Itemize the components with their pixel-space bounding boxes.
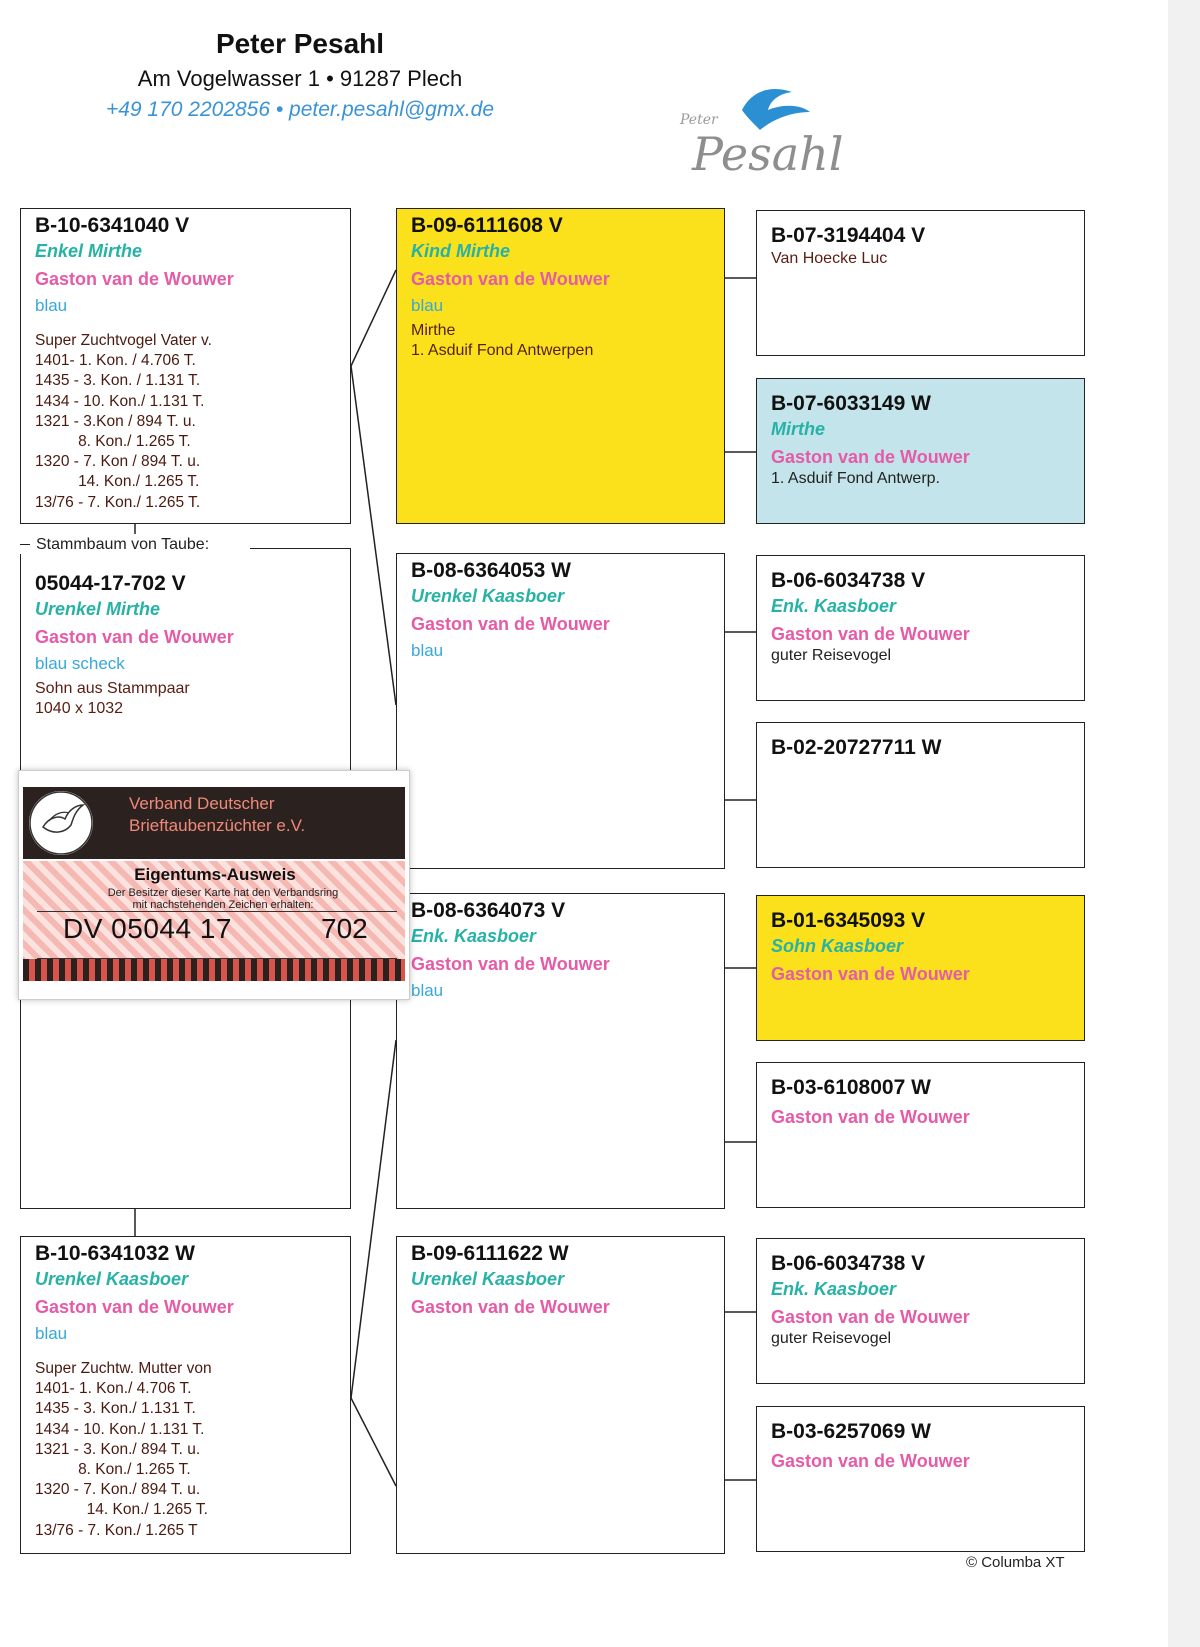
pigeon-name: Mirthe — [771, 419, 825, 439]
pedigree-box-gen3-g[interactable] — [756, 1238, 1085, 1384]
pedigree-box-gen3-c[interactable] — [756, 555, 1085, 701]
ring-number: B-06-6034738 V — [771, 569, 926, 592]
remark-line: Sohn aus Stammpaar — [35, 680, 190, 697]
note-line: 1434 - 10. Kon./ 1.131 T. — [35, 392, 205, 410]
ring-number: B-02-20727711 W — [771, 736, 942, 759]
note-line: 1401- 1. Kon. / 4.706 T. — [35, 352, 196, 370]
card-organization — [129, 793, 305, 837]
performance-notes — [35, 331, 336, 513]
pedigree-box-gen2-c[interactable] — [396, 893, 725, 1209]
pedigree-box-gen2-d[interactable] — [396, 1236, 725, 1554]
card-note — [73, 887, 373, 911]
pedigree-box-gen2-b[interactable] — [396, 553, 725, 869]
pigeon-name: Enk. Kaasboer — [771, 596, 897, 616]
pigeon-name: Sohn Kaasboer — [771, 936, 904, 956]
card-note-line2: mit nachstehenden Zeichen erhalten: — [132, 899, 314, 911]
breeder-name: Gaston van de Wouwer — [35, 627, 234, 647]
copyright: © Columba XT — [966, 1554, 1065, 1571]
card-title: Eigentums-Ausweis — [134, 865, 296, 884]
ring-number: B-08-6364053 W — [411, 559, 571, 582]
card-org-line2: Brieftaubenzüchter e.V. — [129, 816, 306, 835]
card-note-line1: Der Besitzer dieser Karte hat den Verbandsring — [107, 887, 339, 899]
note-line: 8. Kon./ 1.265 T. — [35, 1461, 191, 1479]
remark-line: guter Reisevogel — [771, 647, 892, 664]
ring-number: B-09-6111622 W — [411, 1242, 569, 1265]
ring-number: B-09-6111608 V — [411, 214, 563, 237]
ring-number: B-10-6341040 V — [35, 214, 190, 237]
performance-notes — [35, 1359, 336, 1541]
stammbaum-label-text: Stammbaum von Taube: — [36, 536, 210, 553]
note-line: Super Zuchtw. Mutter von — [35, 1360, 212, 1377]
note-line: 13/76 - 7. Kon./ 1.265 T. — [35, 493, 201, 511]
pigeon-name: Enk. Kaasboer — [771, 1279, 897, 1299]
pigeon-color: blau — [411, 981, 444, 1000]
breeder-name: Gaston van de Wouwer — [771, 1451, 970, 1471]
remark-line: 1040 x 1032 — [35, 700, 124, 717]
breeder-name: Gaston van de Wouwer — [771, 624, 970, 644]
note-line: 1320 - 7. Kon./ 894 T. u. — [35, 1481, 201, 1499]
ring-number: B-01-6345093 V — [771, 909, 926, 932]
stammbaum-label — [20, 536, 250, 554]
pigeon-color: blau — [411, 641, 444, 660]
logo-script-large: Pesahl — [692, 127, 844, 180]
card-header — [23, 787, 405, 859]
breeder-name: Gaston van de Wouwer — [411, 1297, 610, 1317]
pedigree-box-gen3-f[interactable] — [756, 1062, 1085, 1208]
breeder-name: Gaston van de Wouwer — [771, 1307, 970, 1327]
note-line: 1435 - 3. Kon./ 1.131 T. — [35, 1400, 196, 1418]
pigeon-color: blau — [35, 1324, 68, 1343]
pigeon-name: Enkel Mirthe — [35, 241, 143, 261]
note-line: 1434 - 10. Kon./ 1.131 T. — [35, 1420, 205, 1438]
pigeon-color: blau — [411, 296, 444, 315]
pigeon-name: Enk. Kaasboer — [411, 926, 537, 946]
remark-line: Mirthe — [411, 322, 456, 339]
breeder-name: Gaston van de Wouwer — [771, 447, 970, 467]
breeder-name: Gaston van de Wouwer — [35, 1297, 234, 1317]
pedigree-box-grandmother[interactable] — [20, 1236, 351, 1554]
note-line: 1321 - 3.Kon / 894 T. u. — [35, 412, 196, 430]
pedigree-box-gen3-a[interactable] — [756, 210, 1085, 356]
pedigree-box-gen3-b[interactable] — [756, 378, 1085, 524]
owner-name: Peter Pesahl — [215, 28, 385, 59]
breeder-name: Gaston van de Wouwer — [411, 954, 610, 974]
card-ring-prefix: DV 05044 17 — [63, 913, 232, 944]
pigeon-name: Kind Mirthe — [411, 241, 510, 261]
pigeon-color: blau scheck — [35, 654, 125, 673]
ring-number: B-03-6108007 W — [771, 1076, 931, 1099]
note-line: 8. Kon./ 1.265 T. — [35, 433, 191, 451]
ring-number: B-07-6033149 W — [771, 392, 931, 415]
remark-line: 1. Asduif Fond Antwerp. — [771, 470, 940, 487]
pedigree-box-grandfather[interactable] — [20, 208, 351, 524]
pigeon-name: Urenkel Mirthe — [35, 599, 161, 619]
note-line: 14. Kon./ 1.265 T. — [35, 473, 200, 491]
ring-number: B-07-3194404 V — [771, 224, 926, 247]
owner-contact[interactable]: +49 170 2202856 • peter.pesahl@gmx.de — [105, 98, 495, 121]
ring-number: B-06-6034738 V — [771, 1252, 926, 1275]
owner-address: Am Vogelwasser 1 • 91287 Plech — [137, 66, 463, 91]
pedigree-box-gen3-e[interactable] — [756, 895, 1085, 1041]
remark-line: guter Reisevogel — [771, 1330, 892, 1347]
note-line: 1320 - 7. Kon / 894 T. u. — [35, 453, 201, 471]
ownership-card — [18, 770, 410, 1000]
ring-number: B-10-6341032 W — [35, 1242, 195, 1265]
breeder-name: Gaston van de Wouwer — [411, 614, 610, 634]
breeder-name: Gaston van de Wouwer — [771, 964, 970, 984]
pigeon-name: Urenkel Kaasboer — [411, 586, 565, 606]
breeder-name: Gaston van de Wouwer — [411, 269, 610, 289]
ring-number: B-03-6257069 W — [771, 1420, 931, 1443]
note-line: 1321 - 3. Kon./ 894 T. u. — [35, 1440, 201, 1458]
remark-line: 1. Asduif Fond Antwerpen — [411, 342, 594, 359]
card-ring-number: 702 — [321, 913, 368, 944]
note-line: 14. Kon./ 1.265 T. — [35, 1501, 208, 1519]
pedigree-box-gen3-h[interactable] — [756, 1406, 1085, 1552]
pigeon-color: blau — [35, 296, 68, 315]
pedigree-box-gen3-d[interactable] — [756, 722, 1085, 868]
ring-number: B-08-6364073 V — [411, 899, 566, 922]
card-org-line1: Verband Deutscher — [129, 794, 275, 813]
note-line: Super Zuchtvogel Vater v. — [35, 332, 212, 349]
logo-script-small: Peter — [680, 112, 718, 128]
card-ornament-band — [23, 959, 405, 981]
note-line: 1435 - 3. Kon. / 1.131 T. — [35, 372, 201, 390]
breeder-name: Gaston van de Wouwer — [771, 1107, 970, 1127]
pigeon-name: Urenkel Kaasboer — [411, 1269, 565, 1289]
pedigree-box-gen2-a[interactable] — [396, 208, 725, 524]
ring-number: 05044-17-702 V — [35, 572, 186, 595]
pigeon-name: Urenkel Kaasboer — [35, 1269, 189, 1289]
pigeon-icon — [29, 791, 93, 855]
note-line: 1401- 1. Kon./ 4.706 T. — [35, 1380, 192, 1398]
remark-line: Van Hoecke Luc — [771, 250, 888, 267]
breeder-name: Gaston van de Wouwer — [35, 269, 234, 289]
note-line: 13/76 - 7. Kon./ 1.265 T — [35, 1521, 198, 1539]
